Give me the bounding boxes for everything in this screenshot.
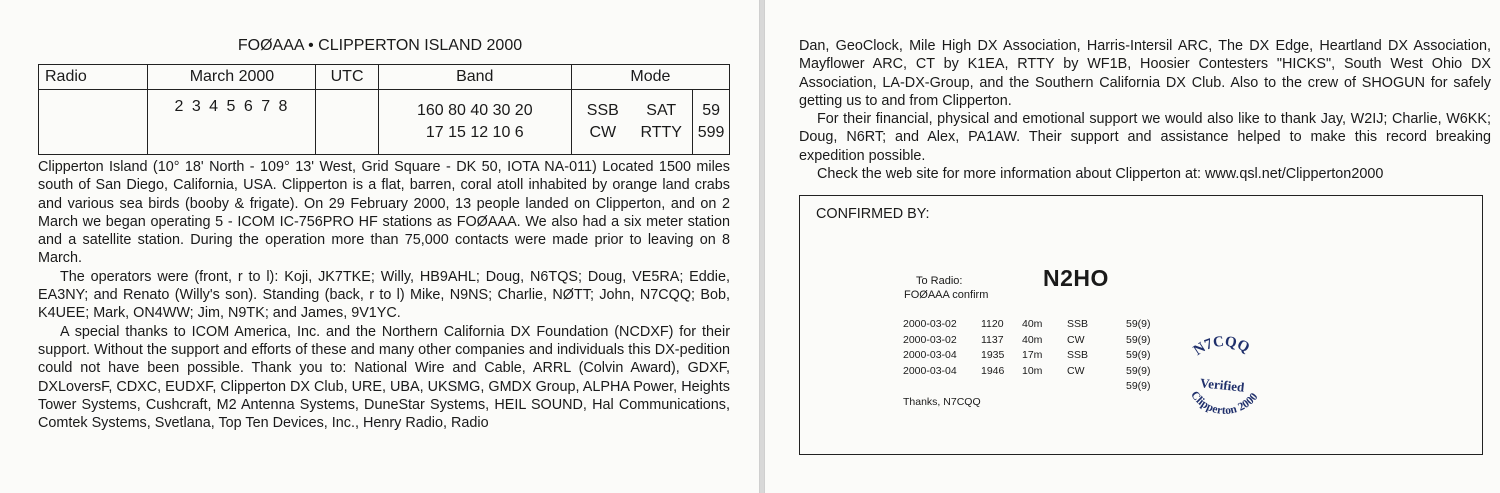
qso-mode: CW xyxy=(1067,333,1085,346)
header-radio: Radio xyxy=(39,65,148,90)
qso-time: 1120 xyxy=(981,318,1004,330)
paragraph-thanks: A special thanks to ICOM America, Inc. and the Northern California DX Foundation (NCDXF) for their support. Without the support and efforts of these and many other companies and individuals this DX-pedition could not have been possible. Thank you to: National Wire and Cable, ARRL (Colvin Award), GDXF, DXLoversF, CDXC, EUDXF, Clipperton DX Club, URE, UBA, UKSMG, GMDX Group, ALPHA Power, Heights Tower Systems, Cushcraft, M2 Antenna Systems, DuneStar Systems, HEIL SOUND, Hal Communications, Comtek Systems, Svetlana, Top Ten Devices, Inc., Henry Radio, Radio xyxy=(38,323,730,432)
qso-rst: 59(9) xyxy=(1126,364,1151,377)
rst-line-1: 59 xyxy=(702,102,720,119)
qso-mode: CW xyxy=(1067,364,1085,377)
contact-table xyxy=(38,64,730,155)
paragraph-operators: The operators were (front, r to l): Koji, JK7TKE; Willy, HB9AHL; Doug, N6TQS; Doug, VE5RA; Eddie, EA3NY; and Renato (Willy's son). Standing (back, r to l) Mike, N9NS; Charlie, NØTT; John, N7CQQ; Bob, K4UEE; Mark, ON4WW; Jim, N9TK; and James, 9V1YC. xyxy=(38,268,730,322)
cell-utc xyxy=(316,90,378,155)
cell-dates: 2 3 4 5 6 7 8 xyxy=(148,90,316,155)
header-mode: Mode xyxy=(571,65,729,90)
mode-sat: SAT xyxy=(646,102,677,119)
cell-bands xyxy=(378,90,571,155)
page-title: FOØAAA • CLIPPERTON ISLAND 2000 xyxy=(237,37,523,54)
header-utc: UTC xyxy=(316,65,378,90)
mode-ssb: SSB xyxy=(586,102,619,119)
verified-stamp xyxy=(1168,331,1278,431)
left-body-text xyxy=(38,158,730,432)
qso-band: 10m xyxy=(1022,364,1043,377)
qso-date: 2000-03-02 xyxy=(903,333,957,346)
cell-modes xyxy=(571,90,692,155)
cell-radio xyxy=(39,90,148,155)
header-march-2000: March 2000 xyxy=(148,65,316,90)
table-values-row xyxy=(39,90,730,155)
qso-band: 40m xyxy=(1022,333,1043,346)
qso-rst: 59(9) xyxy=(1126,349,1151,361)
qso-mode: SSB xyxy=(1067,349,1089,361)
extra-rst: 59(9) xyxy=(1126,380,1151,392)
callsign: N2HO xyxy=(1043,265,1109,291)
mode-line-2 xyxy=(572,122,692,144)
qso-rst: 59(9) xyxy=(1126,318,1151,330)
paragraph-intro: Clipperton Island (10° 18' North - 109° 13' West, Grid Square - DK 50, IOTA NA-011) Located 1500 miles south of San Diego, California, USA. Clipperton is a flat, barren, coral atoll inhabited by orange land crabs and various sea birds (booby & frigate). On 29 February 2000, 13 people landed on Clipperton, and on 2 March we began operating 5 - ICOM IC-756PRO HF stations as FOØAAA. We also had a six meter station and a satellite station. During the operation more than 75,000 contacts were made prior to leaving on 8 March. xyxy=(38,159,730,267)
qso-time: 1946 xyxy=(981,364,1005,377)
header-band: Band xyxy=(378,65,571,90)
cell-rst xyxy=(693,90,730,155)
qso-time: 1935 xyxy=(981,349,1005,361)
confirmed-by-label: CONFIRMED BY: xyxy=(816,206,930,222)
confirmation-box xyxy=(799,195,1483,455)
qso-mode: SSB xyxy=(1067,318,1089,330)
stamp-middle-text: Verified xyxy=(1199,375,1246,395)
stamp-top-text: N7CQQ xyxy=(1190,333,1252,359)
qso-rst: 59(9) xyxy=(1126,333,1151,346)
mode-rtty: RTTY xyxy=(640,124,682,141)
stamp-bottom-text: Clipperton 2000 xyxy=(1188,389,1261,418)
qso-band: 40m xyxy=(1022,318,1043,330)
qso-date: 2000-03-04 xyxy=(903,349,957,361)
qso-band: 17m xyxy=(1022,349,1043,361)
web-site-line: Check the web site for more information about Clipperton at: www.qsl.net/Clipperton2000 xyxy=(817,166,1384,183)
thanks-signature: Thanks, N7CQQ xyxy=(903,396,981,408)
to-radio-label: To Radio: xyxy=(916,275,963,287)
table-header-row xyxy=(39,65,730,90)
mode-cw: CW xyxy=(589,124,617,141)
paragraph-support: For their financial, physical and emotional support we would also like to thank Jay, W2IJ; Charlie, W6KK; Doug, N6RT; and Alex, PA1AW. Their support and assistance helped to make this record breaking expedition possible. xyxy=(799,111,1491,164)
band-line-1: 160 80 40 30 20 xyxy=(416,102,533,119)
confirm-line: FOØAAA confirm xyxy=(904,289,989,301)
qso-date: 2000-03-02 xyxy=(903,318,957,330)
band-line-2: 17 15 12 10 6 xyxy=(425,124,524,141)
paragraph-sponsors-continued: Dan, GeoClock, Mile High DX Association, Harris-Intersil ARC, The DX Edge, Heartland DX Association, Mayflower ARC, CT by K1EA, RTTY by WF1B, Hoosier Contesters "HICKS", South West Ohio DX Association, LA-DX-Group, and the Southern California DX Club. Also to the crew of SHOGUN for safely getting us to and from Clipperton. xyxy=(799,38,1491,109)
rst-line-2: 599 xyxy=(697,124,725,141)
right-page xyxy=(764,0,1500,493)
mode-line-1 xyxy=(572,100,692,122)
qso-date: 2000-03-04 xyxy=(903,364,957,377)
right-body-text xyxy=(799,37,1491,183)
qso-time: 1137 xyxy=(981,333,1004,346)
